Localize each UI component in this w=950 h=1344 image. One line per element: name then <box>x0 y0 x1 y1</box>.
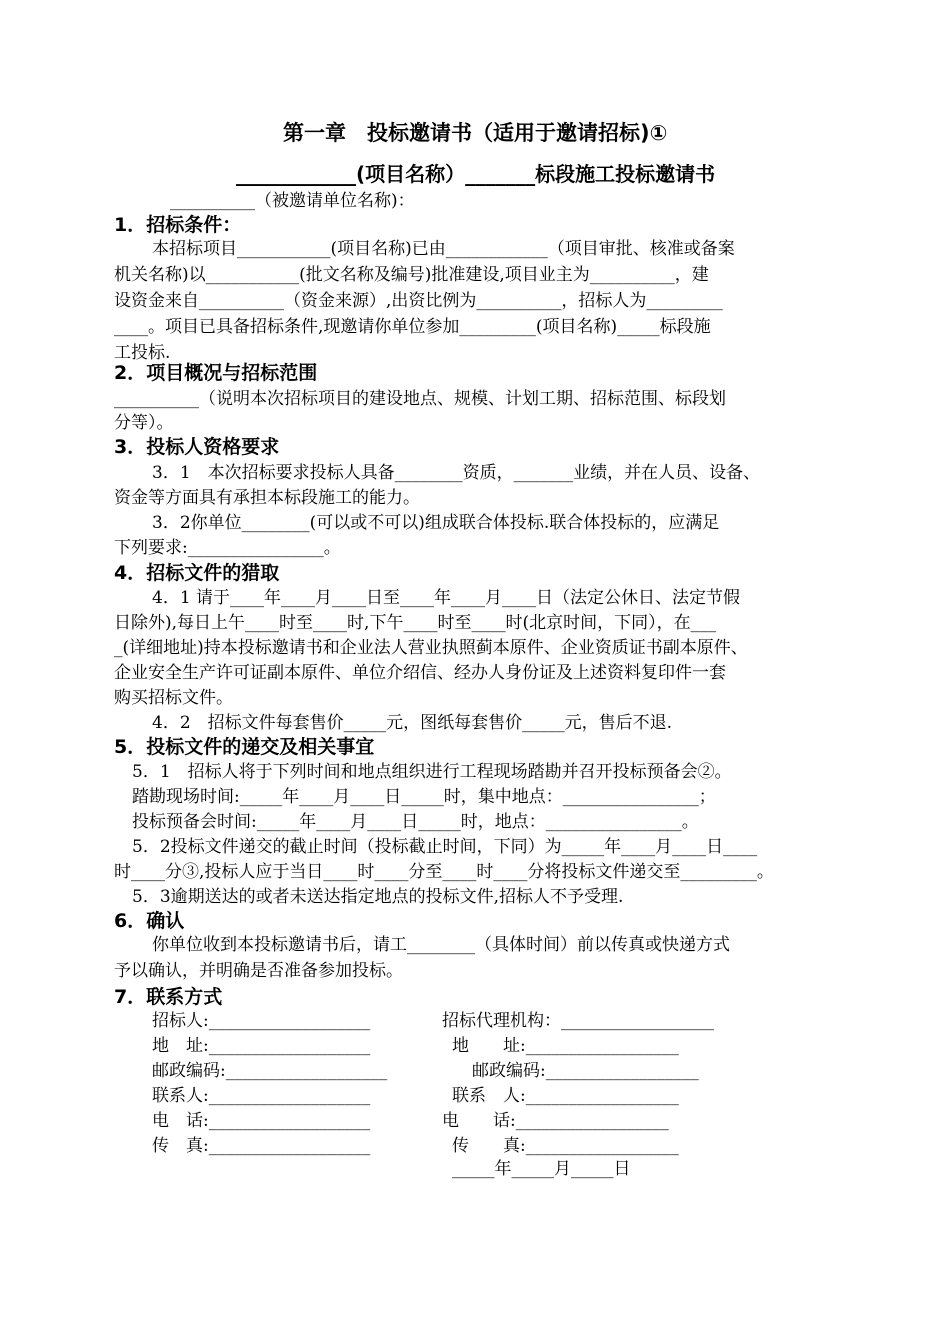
contact-field-agency: 招标代理机构：__________________ <box>442 1011 714 1031</box>
section-5-line: 投标预备会时间:_____年____月____日_____时，地点：________________。 <box>132 812 699 832</box>
section-5-line: 5．3逾期送达的或者未送达指定地点的投标文件,招标人不予受理. <box>132 887 624 907</box>
contact-field-fax: 传 真:___________________ <box>152 1136 371 1156</box>
section-2-line: 分等）。 <box>114 413 174 433</box>
section-heading-3: 3．投标人资格要求 <box>114 436 280 458</box>
contact-field-agency-postcode: 邮政编码:__________________ <box>472 1061 699 1081</box>
section-3-line: 3．1 本次招标要求投标人具备________资质，_______业绩，并在人员、设备、 <box>152 463 761 483</box>
section-heading-5: 5．投标文件的递交及相关事宜 <box>114 736 375 758</box>
signature-date-line: _____年_____月_____日 <box>452 1159 631 1179</box>
section-1-line: 设资金来自__________（资金来源）,出资比例为__________，招标人为_________ <box>114 291 723 311</box>
section-4-line: 日除外),每日上午____时至____时,下午____时至____时(北京时间，下同），在___ <box>114 613 717 633</box>
contact-field-agency-contact: 联系 人:__________________ <box>452 1086 679 1106</box>
section-heading-1: 1．招标条件： <box>114 214 242 236</box>
section-1-line: 本招标项目___________(项目名称)已由____________（项目审批、核准或备案 <box>152 239 735 259</box>
section-4-line: 购买招标文件。 <box>114 688 233 708</box>
contact-field-agency-fax: 传 真:__________________ <box>452 1136 679 1156</box>
section-4-line: 企业安全生产许可证副本原件、单位介绍信、经办人身份证及上述资料复印件一套 <box>114 663 726 683</box>
invitation-subtitle: ____________(项目名称）_______标段施工投标邀请书 <box>236 162 716 186</box>
section-heading-2: 2．项目概况与招标范围 <box>114 362 318 384</box>
contact-field-tenderer: 招标人:___________________ <box>152 1011 371 1031</box>
section-6-line: 你单位收到本投标邀请书后，请工________（具体时间）前以传真或快递方式 <box>152 935 730 955</box>
section-3-line: 3．2你单位________(可以或不可以)组成联合体投标.联合体投标的，应满足 <box>152 513 720 533</box>
section-1-line: ____。项目已具备招标条件,现邀请你单位参加_________(项目名称)_____标段施 <box>114 317 711 337</box>
section-5-line: 5．2投标文件递交的截止时间（投标截止时间，下同）为_____年____月____日____ <box>132 837 758 857</box>
section-3-line: 资金等方面具有承担本标段施工的能力。 <box>114 488 420 508</box>
section-6-line: 予以确认，并明确是否准备参加投标。 <box>114 961 403 981</box>
section-5-line: 5．1 招标人将于下列时间和地点组织进行工程现场踏勘并召开投标预备会②。 <box>132 762 732 782</box>
section-1-line: 工投标. <box>114 343 171 363</box>
invitee-line: __________（被邀请单位名称)： <box>170 191 415 211</box>
section-4-line: 4．2 招标文件每套售价_____元，图纸每套售价_____元，售后不退. <box>152 713 673 733</box>
section-2-line: __________（说明本次招标项目的建设地点、规模、计划工期、招标范围、标段划 <box>114 389 726 409</box>
section-5-line: 踏勘现场时间:_____年____月____日_____时，集中地点：________________； <box>132 787 716 807</box>
section-heading-4: 4．招标文件的猎取 <box>114 562 280 584</box>
section-4-line: 4．1 请于____年____月____日至____年____月____日（法定公休日、法定节假 <box>152 588 741 608</box>
contact-field-postcode: 邮政编码:___________________ <box>152 1061 388 1081</box>
chapter-title: 第一章 投标邀请书（适用于邀请招标)① <box>283 121 668 145</box>
contact-field-agency-phone: 电 话:__________________ <box>442 1111 669 1131</box>
contact-field-agency-address: 地 址:__________________ <box>452 1036 679 1056</box>
section-5-line: 时____分③,投标人应于当日____时____分至____时____分将投标文件递交至_________。 <box>114 862 774 882</box>
section-heading-7: 7．联系方式 <box>114 986 223 1008</box>
section-heading-6: 6．确认 <box>114 910 185 932</box>
section-3-line: 下列要求:________________。 <box>114 538 341 558</box>
contact-field-phone: 电 话:___________________ <box>152 1111 371 1131</box>
section-1-line: 机关名称)以___________(批文名称及编号)批准建设,项目业主为__________，建 <box>114 265 709 285</box>
contact-field-address: 地 址:___________________ <box>152 1036 371 1056</box>
contact-field-contact-person: 联系人:___________________ <box>152 1086 371 1106</box>
section-4-line: _(详细地址)持本投标邀请书和企业法人营业执照蓟本原件、企业资质证书副本原件、 <box>114 638 748 658</box>
